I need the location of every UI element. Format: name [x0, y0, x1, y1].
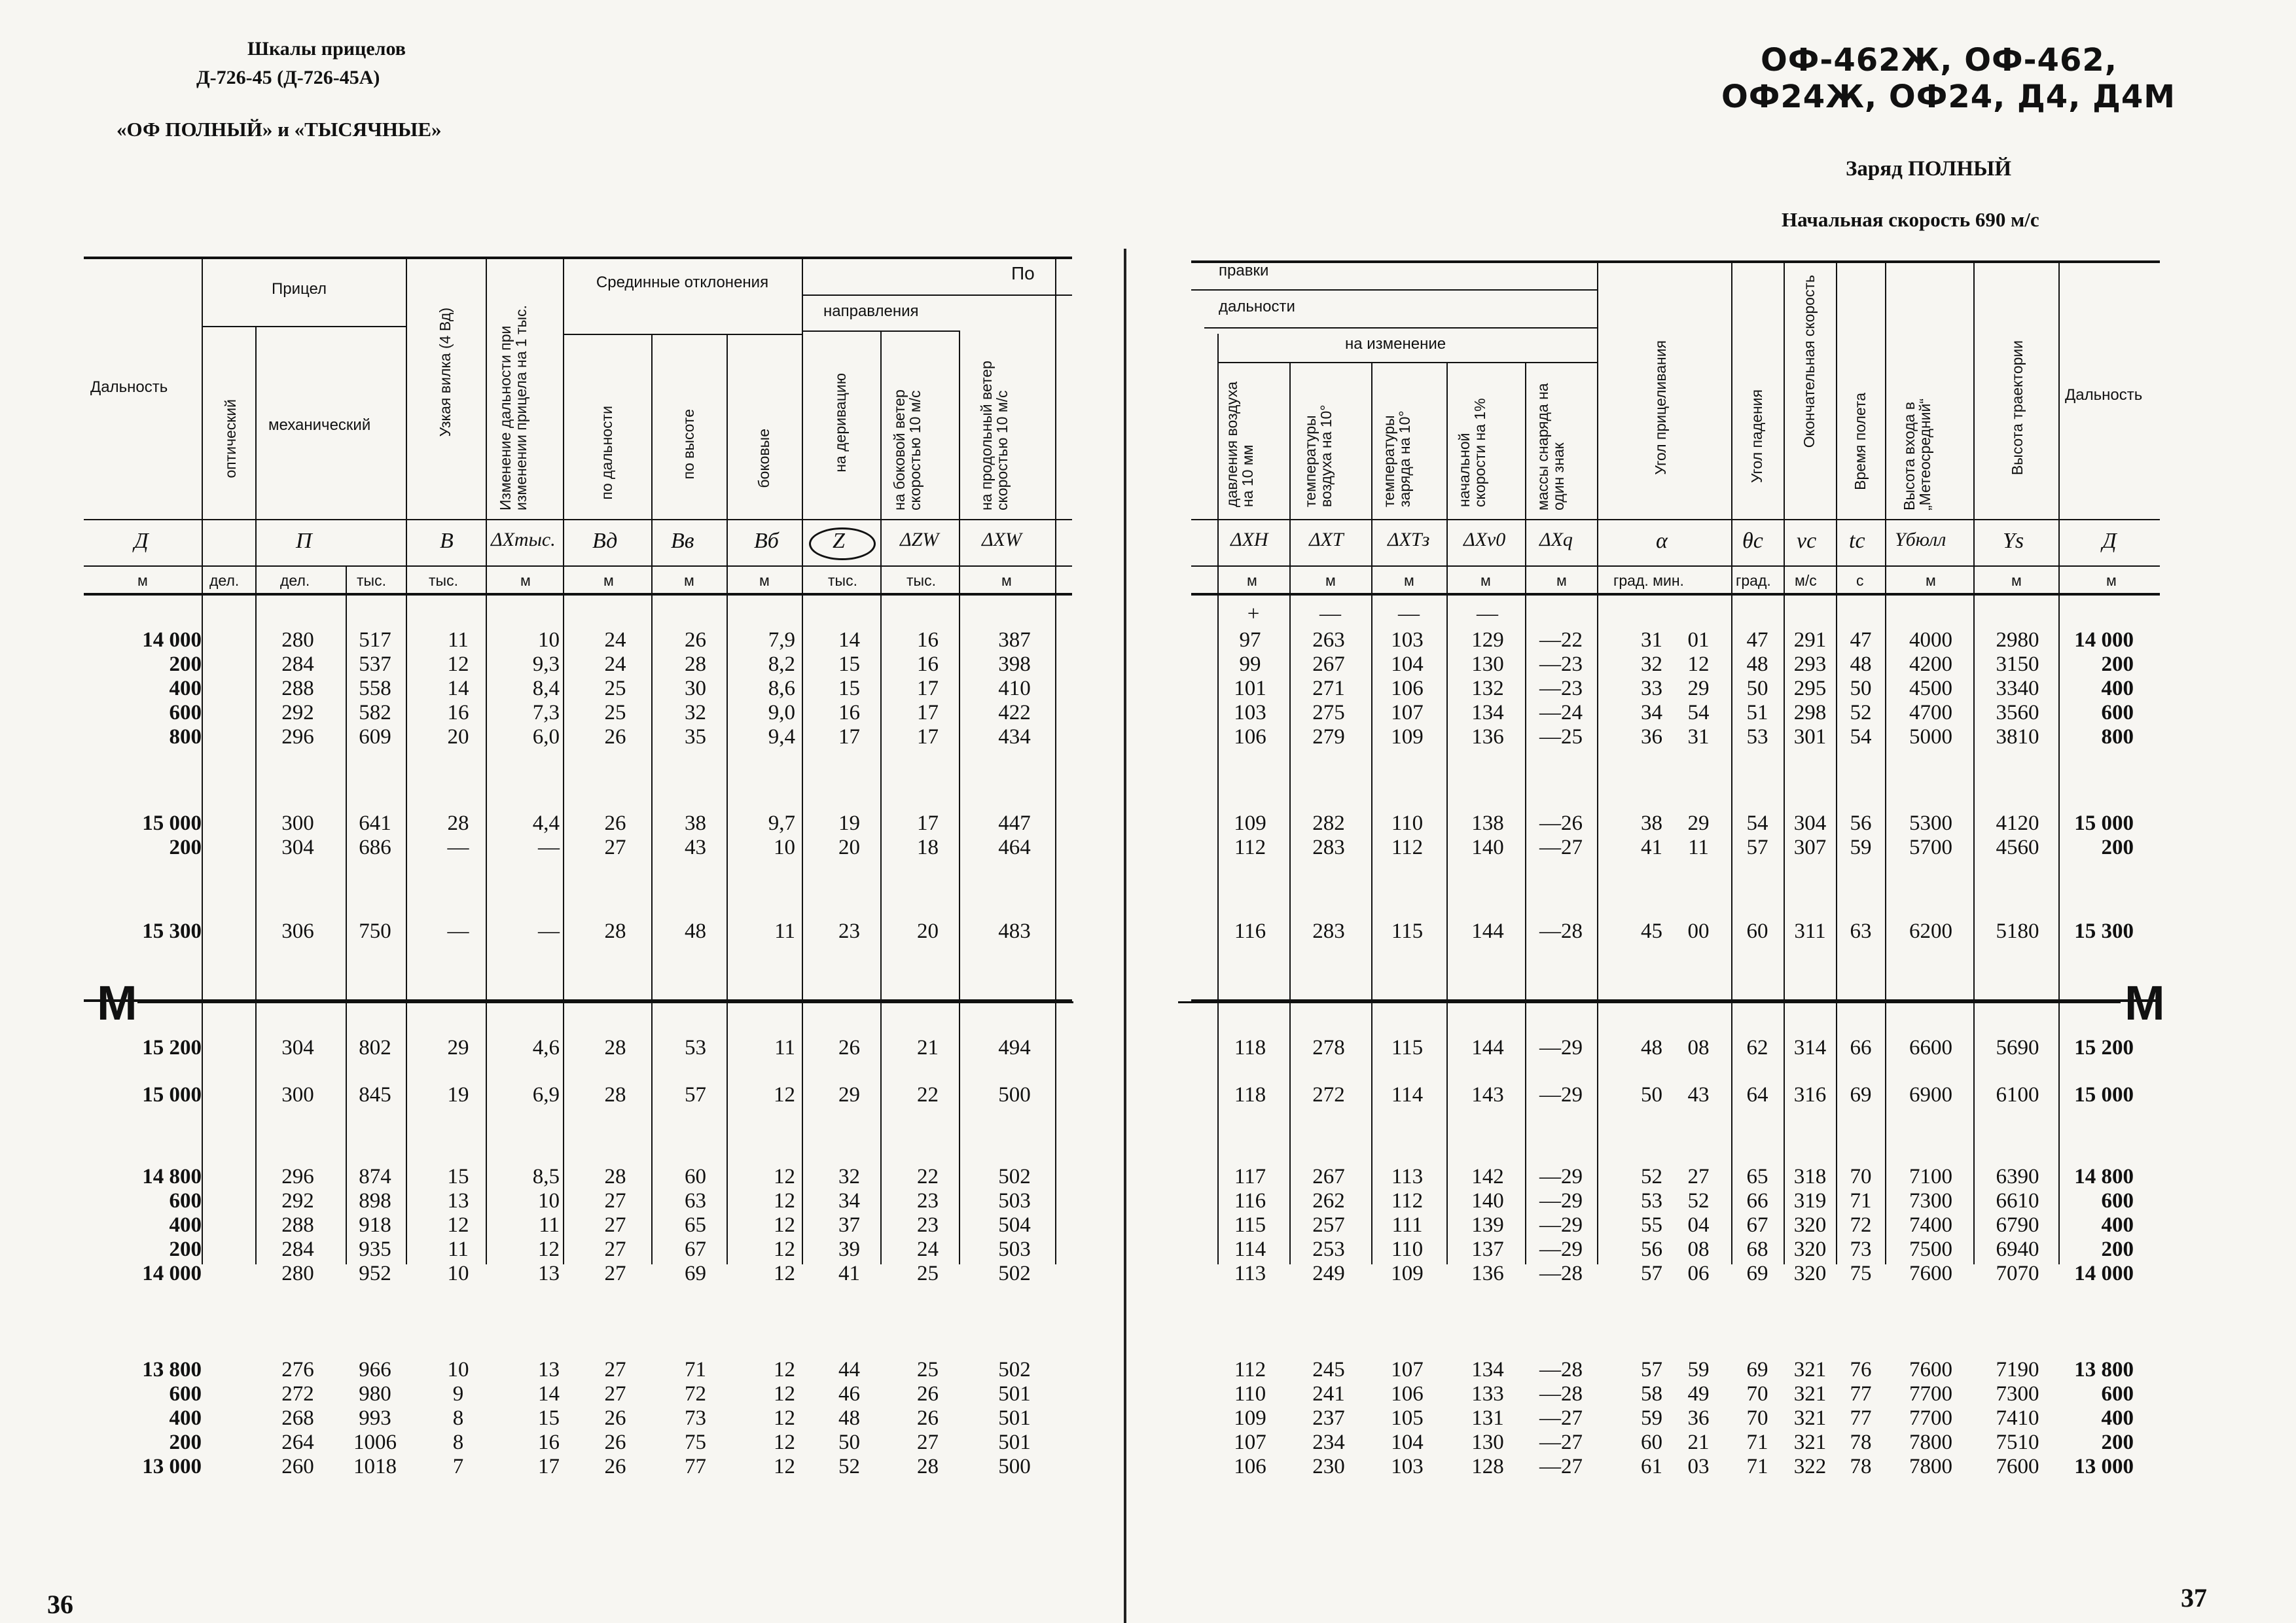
marker-line-left — [137, 1001, 1073, 1003]
rs-theta: θc — [1742, 529, 1763, 553]
right-g3-dxq: —28 — [1539, 919, 1583, 943]
rh-mass: массы снаряда на один знак — [1534, 383, 1567, 510]
right-g7-dxq: —28 —28 —27 —27 —27 — [1539, 1358, 1583, 1478]
lu-range: м — [137, 572, 148, 589]
ru-vc: м/с — [1795, 572, 1817, 589]
left-g5-bd: 28 — [604, 1083, 626, 1107]
left-g6-dzw: 22 23 23 24 25 — [917, 1165, 939, 1285]
sign-dxt: — — [1319, 602, 1341, 626]
rs-ybull: Yбюлл — [1895, 529, 1946, 550]
left-g2-dzw: 17 18 — [917, 812, 939, 859]
left-g3-fork: — — [447, 919, 469, 943]
right-g5-dxh: 118 — [1234, 1083, 1266, 1107]
charge-label: Заряд ПОЛНЫЙ — [1846, 157, 2012, 181]
rs-ys: Ys — [2003, 529, 2024, 553]
left-g6-mech-tys: 874 898 918 935 952 — [359, 1165, 391, 1285]
left-g2-mech-tys: 641 686 — [359, 812, 391, 859]
ls-dx: ΔXтыс. — [491, 529, 556, 550]
left-g1-bv: 26 28 30 32 35 — [685, 628, 706, 749]
ammo-title-line2: ОФ24Ж, ОФ24, Д4, Д4М — [1721, 79, 2176, 115]
lh-by-range: по дальности — [598, 406, 615, 500]
ru-dxv: м — [1480, 572, 1491, 589]
right-g1-ys: 2980 3150 3340 3560 3810 — [1996, 628, 2039, 749]
ru-tc: с — [1856, 572, 1864, 589]
left-g2-bd: 26 27 — [604, 812, 626, 859]
right-g1-range: 14 000 200 400 600 800 — [2074, 628, 2134, 749]
ammo-title-line1: ОФ-462Ж, ОФ-462, — [1761, 42, 2117, 79]
ru-range: м — [2106, 572, 2117, 589]
right-g5-ys: 6100 — [1996, 1083, 2039, 1107]
lu-bb: м — [759, 572, 770, 589]
right-g5-dxq: —29 — [1539, 1083, 1583, 1107]
left-g6-bv: 60 63 65 67 69 — [685, 1165, 706, 1285]
ls-bv: Вв — [671, 529, 694, 553]
lh-by-height: по высоте — [680, 409, 697, 480]
left-g4-range: 15 200 — [142, 1036, 202, 1060]
left-g7-dx: 13 14 15 16 17 — [538, 1358, 560, 1478]
lu-mech-del: дел. — [280, 572, 310, 589]
left-g3-dzw: 20 — [917, 919, 939, 943]
left-g4-bd: 28 — [604, 1036, 626, 1060]
left-g4-fork: 29 — [447, 1036, 469, 1060]
marker-m-left: М — [97, 976, 137, 1030]
right-g6-dxt: 267 262 257 253 249 — [1312, 1165, 1345, 1285]
left-g1-z: 14 15 15 16 17 — [838, 628, 860, 749]
ru-dxh: м — [1247, 572, 1257, 589]
left-g6-z: 32 34 37 39 41 — [838, 1165, 860, 1285]
ls-fork: В — [440, 529, 454, 553]
lu-dx: м — [520, 572, 531, 589]
rh-range: дальности — [1219, 298, 1295, 315]
right-g1-dxv: 129 130 132 134 136 — [1471, 628, 1504, 749]
left-g3-z: 23 — [838, 919, 860, 943]
ls-bb: Вб — [754, 529, 779, 553]
left-g1-bd: 24 24 25 25 26 — [604, 628, 626, 749]
lh-lateral: боковые — [755, 429, 772, 488]
rh-flight-time: Время полета — [1852, 393, 1869, 490]
rs-range: Д — [2102, 529, 2117, 553]
left-g5-z: 29 — [838, 1083, 860, 1107]
rh-fall-angle: Угол падения — [1748, 389, 1765, 484]
lh-optical: оптический — [222, 399, 239, 478]
ls-dxw: ΔXW — [982, 529, 1022, 550]
right-g3-a-deg: 45 — [1641, 919, 1662, 943]
right-g2-dxt: 282 283 — [1312, 812, 1345, 859]
right-g1-theta: 47 48 50 51 53 — [1746, 628, 1768, 749]
left-g5-bb: 12 — [774, 1083, 795, 1107]
right-g5-a-min: 43 — [1687, 1083, 1710, 1107]
right-g5-a-deg: 50 — [1641, 1083, 1662, 1107]
left-g6-fork: 15 13 12 11 10 — [447, 1165, 469, 1285]
right-g5-dxv: 143 — [1471, 1083, 1504, 1107]
ru-theta: град. — [1736, 572, 1771, 589]
right-g1-ybull: 4000 4200 4500 4700 5000 — [1909, 628, 1952, 749]
lu-dxw: м — [1001, 572, 1012, 589]
left-g4-dx: 4,6 — [532, 1036, 560, 1060]
right-g3-vc: 311 — [1794, 919, 1826, 943]
lh-range: Дальность — [90, 378, 168, 396]
lh-sight: Прицел — [272, 280, 327, 298]
rs-dxt: ΔXT — [1309, 529, 1344, 550]
left-g6-bd: 28 27 27 27 27 — [604, 1165, 626, 1285]
lh-narrow-fork: Узкая вилка (4 Вд) — [437, 308, 454, 437]
velocity-label: Начальная скорость 690 м/с — [1782, 208, 2039, 231]
lu-z: тыс. — [828, 572, 857, 589]
left-g4-dxw: 494 — [998, 1036, 1031, 1060]
rs-vc: vc — [1797, 529, 1817, 553]
right-g3-ys: 5180 — [1996, 919, 2039, 943]
right-g2-tc: 56 59 — [1850, 812, 1872, 859]
left-g1-mech-del: 280 284 288 292 296 — [281, 628, 314, 749]
left-g1-bb: 7,9 8,2 8,6 9,0 9,4 — [768, 628, 795, 749]
left-g1-dzw: 16 16 17 17 17 — [917, 628, 939, 749]
rh-air-temp: температуры воздуха на 10° — [1302, 404, 1335, 507]
lu-dzw: тыс. — [906, 572, 936, 589]
right-g3-tc: 63 — [1850, 919, 1872, 943]
rh-corrections: правки — [1219, 262, 1269, 279]
left-g4-z: 26 — [838, 1036, 860, 1060]
right-g6-a-deg: 52 53 55 56 57 — [1641, 1165, 1662, 1285]
left-g7-bv: 71 72 73 75 77 — [685, 1358, 706, 1478]
right-g2-dxv: 138 140 — [1471, 812, 1504, 859]
lu-fork: тыс. — [429, 572, 458, 589]
right-g7-ys: 7190 7300 7410 7510 7600 — [1996, 1358, 2039, 1478]
right-g7-dxt: 245 241 237 234 230 — [1312, 1358, 1345, 1478]
right-g4-a-min: 08 — [1687, 1036, 1710, 1060]
lh-crosswind: на боковой ветер скоростью 10 м/с — [891, 389, 924, 510]
lh-mean-deviations: Срединные отклонения — [596, 274, 769, 291]
left-g4-bb: 11 — [774, 1036, 795, 1060]
lu-bd: м — [603, 572, 614, 589]
left-g3-dx: — — [538, 919, 560, 943]
lu-bv: м — [684, 572, 694, 589]
page-number-left: 36 — [47, 1590, 73, 1619]
right-g5-vc: 316 — [1793, 1083, 1827, 1107]
right-g1-vc: 291 293 295 298 301 — [1793, 628, 1827, 749]
right-g3-dxh: 116 — [1234, 919, 1266, 943]
ru-ybull: м — [1926, 572, 1936, 589]
right-g5-range: 15 000 — [2074, 1083, 2134, 1107]
right-g4-tc: 66 — [1850, 1036, 1872, 1060]
rs-dxv: ΔXv0 — [1463, 529, 1506, 550]
left-g6-bb: 12 12 12 12 12 — [774, 1165, 795, 1285]
right-g1-tc: 47 48 50 52 54 — [1850, 628, 1872, 749]
left-g3-mech-tys: 750 — [359, 919, 391, 943]
rs-dxtz: ΔXTз — [1388, 529, 1430, 550]
right-g3-range: 15 300 — [2074, 919, 2134, 943]
left-g5-mech-tys: 845 — [359, 1083, 391, 1107]
left-g7-mech-tys: 966 980 993 1006 1018 — [353, 1358, 397, 1478]
left-g2-dx: 4,4 — — [532, 812, 560, 859]
ru-dxq: м — [1556, 572, 1567, 589]
left-g1-range: 14 000 200 400 600 800 — [142, 628, 202, 749]
right-g3-dxt: 283 — [1312, 919, 1345, 943]
left-g5-mech-del: 300 — [281, 1083, 314, 1107]
right-g4-vc: 314 — [1793, 1036, 1827, 1060]
left-g2-fork: 28 — — [447, 812, 469, 859]
left-g4-dzw: 21 — [917, 1036, 939, 1060]
rh-final-velocity: Окончательная скорость — [1801, 275, 1818, 448]
lu-mech-tys: тыс. — [357, 572, 386, 589]
ru-dxt: м — [1325, 572, 1336, 589]
left-g7-range: 13 800 600 400 200 13 000 — [142, 1358, 202, 1478]
right-g4-dxtz: 115 — [1391, 1036, 1424, 1060]
right-g6-range: 14 800 600 400 200 14 000 — [2074, 1165, 2134, 1285]
left-g1-dxw: 387 398 410 422 434 — [998, 628, 1031, 749]
right-g6-dxtz: 113 112 111 110 109 — [1391, 1165, 1424, 1285]
sign-dxtz: — — [1398, 602, 1420, 626]
left-g5-range: 15 000 — [142, 1083, 202, 1107]
right-g7-vc: 321 321 321 321 322 — [1793, 1358, 1827, 1478]
right-g7-dxh: 112 110 109 107 106 — [1234, 1358, 1266, 1478]
left-g4-bv: 53 — [685, 1036, 706, 1060]
right-g2-theta: 54 57 — [1746, 812, 1768, 859]
ls-dzw: ΔZW — [900, 529, 939, 550]
right-g3-theta: 60 — [1746, 919, 1768, 943]
right-g5-theta: 64 — [1746, 1083, 1768, 1107]
lu-opt: дел. — [209, 572, 240, 589]
left-g7-bd: 27 27 26 26 26 — [604, 1358, 626, 1478]
left-g5-fork: 19 — [447, 1083, 469, 1107]
lh-po: По — [1011, 263, 1035, 283]
marker-m-right: М — [2125, 976, 2165, 1030]
rh-charge-temp: температуры заряда на 10° — [1380, 410, 1413, 507]
rs-dxh: ΔXH — [1230, 529, 1268, 550]
page-number-right: 37 — [2181, 1583, 2207, 1613]
left-g6-range: 14 800 600 400 200 14 000 — [142, 1165, 202, 1285]
right-g2-dxq: —26 —27 — [1539, 812, 1583, 859]
right-g1-dxq: —22 —23 —23 —24 —25 — [1539, 628, 1583, 749]
right-g6-dxv: 142 140 139 137 136 — [1471, 1165, 1504, 1285]
ls-range: Д — [134, 529, 149, 553]
rh-pressure: давления воздуха на 10 мм — [1223, 382, 1256, 507]
right-g4-ys: 5690 — [1996, 1036, 2039, 1060]
right-g2-a-deg: 38 41 — [1641, 812, 1662, 859]
right-g2-a-min: 29 11 — [1687, 812, 1710, 859]
left-g3-mech-del: 306 — [281, 919, 314, 943]
lh-derivation: на деривацию — [832, 373, 849, 473]
rh-for-change: на изменение — [1345, 335, 1446, 353]
right-g7-a-min: 59 49 36 21 03 — [1687, 1358, 1710, 1478]
left-g7-dxw: 502 501 501 501 500 — [998, 1358, 1031, 1478]
left-g7-z: 44 46 48 50 52 — [838, 1358, 860, 1478]
lh-headwind: на продольный ветер скоростью 10 м/с — [978, 361, 1011, 510]
right-g3-ybull: 6200 — [1909, 919, 1952, 943]
left-g3-bv: 48 — [685, 919, 706, 943]
right-g1-a-deg: 31 32 33 34 36 — [1641, 628, 1662, 749]
right-g2-range: 15 000 200 — [2074, 812, 2134, 859]
ru-ys: м — [2011, 572, 2022, 589]
page-gutter — [1124, 249, 1126, 1623]
ru-alpha: град. мин. — [1613, 572, 1684, 589]
right-g5-dxt: 272 — [1312, 1083, 1345, 1107]
right-g2-ybull: 5300 5700 — [1909, 812, 1952, 859]
right-g6-a-min: 27 52 04 08 06 — [1687, 1165, 1710, 1285]
left-g2-z: 19 20 — [838, 812, 860, 859]
right-g7-dxv: 134 133 131 130 128 — [1471, 1358, 1504, 1478]
marker-line-right — [1178, 1001, 2121, 1003]
left-g7-fork: 10 9 8 8 7 — [447, 1358, 469, 1478]
left-g5-dx: 6,9 — [532, 1083, 560, 1107]
ls-z: Z — [833, 529, 845, 553]
left-g2-dxw: 447 464 — [998, 812, 1031, 859]
rh-elevation: Угол прицеливания — [1652, 340, 1669, 475]
right-g3-a-min: 00 — [1687, 919, 1710, 943]
left-g7-dzw: 25 26 26 27 28 — [917, 1358, 939, 1478]
right-g6-ybull: 7100 7300 7400 7500 7600 — [1909, 1165, 1952, 1285]
right-g2-vc: 304 307 — [1793, 812, 1827, 859]
right-g4-a-deg: 48 — [1641, 1036, 1662, 1060]
left-g2-range: 15 000 200 — [142, 812, 202, 859]
rs-dxq: ΔXq — [1539, 529, 1573, 550]
rs-alpha: α — [1656, 529, 1668, 553]
right-g7-dxtz: 107 106 105 104 103 — [1391, 1358, 1424, 1478]
right-g1-dxh: 97 99 101 103 106 — [1234, 628, 1266, 749]
right-g1-dxtz: 103 104 106 107 109 — [1391, 628, 1424, 749]
right-g7-tc: 76 77 77 78 78 — [1850, 1358, 1872, 1478]
right-g4-ybull: 6600 — [1909, 1036, 1952, 1060]
left-g5-dxw: 500 — [998, 1083, 1031, 1107]
right-g2-ys: 4120 4560 — [1996, 812, 2039, 859]
rh-trajectory-height: Высота траектории — [2009, 340, 2026, 476]
left-g7-bb: 12 12 12 12 12 — [774, 1358, 795, 1478]
left-g6-mech-del: 296 292 288 284 280 — [281, 1165, 314, 1285]
left-g3-range: 15 300 — [142, 919, 202, 943]
left-g6-dx: 8,5 10 11 12 13 — [532, 1165, 560, 1285]
right-g6-vc: 318 319 320 320 320 — [1793, 1165, 1827, 1285]
sign-dxv: — — [1477, 602, 1498, 626]
ls-bd: Вд — [592, 529, 618, 553]
right-g6-ys: 6390 6610 6790 6940 7070 — [1996, 1165, 2039, 1285]
left-g1-mech-tys: 517 537 558 582 609 — [359, 628, 391, 749]
right-g5-tc: 69 — [1850, 1083, 1872, 1107]
left-g4-mech-tys: 802 — [359, 1036, 391, 1060]
right-g2-dxh: 109 112 — [1234, 812, 1266, 859]
rh-range-col: Дальность — [2065, 386, 2143, 404]
left-g3-bb: 11 — [774, 919, 795, 943]
right-g4-range: 15 200 — [2074, 1036, 2134, 1060]
lh-range-change: Изменение дальности при изменении прицела на 1 тыс. — [497, 305, 529, 510]
left-g7-mech-del: 276 272 268 264 260 — [281, 1358, 314, 1478]
left-g2-bb: 9,7 10 — [768, 812, 795, 859]
right-g6-tc: 70 71 72 73 75 — [1850, 1165, 1872, 1285]
right-g7-range: 13 800 600 400 200 13 000 — [2074, 1358, 2134, 1478]
right-g4-dxq: —29 — [1539, 1036, 1583, 1060]
header-scale-types: «ОФ ПОЛНЫЙ» и «ТЫСЯЧНЫЕ» — [117, 118, 442, 141]
right-g6-theta: 65 66 67 68 69 — [1746, 1165, 1768, 1285]
left-g3-bd: 28 — [604, 919, 626, 943]
sign-dxh: + — [1247, 602, 1260, 626]
ru-dxtz: м — [1404, 572, 1414, 589]
header-scales: Шкалы прицелов — [247, 38, 406, 60]
left-g3-dxw: 483 — [998, 919, 1031, 943]
left-g1-fork: 11 12 14 16 20 — [447, 628, 469, 749]
rh-init-velocity: начальной скорости на 1% — [1456, 398, 1488, 507]
right-g3-dxtz: 115 — [1391, 919, 1424, 943]
right-g4-theta: 62 — [1746, 1036, 1768, 1060]
right-g7-theta: 69 70 70 71 71 — [1746, 1358, 1768, 1478]
ls-sight: П — [296, 529, 312, 553]
right-g2-dxtz: 110 112 — [1391, 812, 1424, 859]
lh-mechanical: механический — [268, 416, 371, 434]
rs-tc: tc — [1849, 529, 1865, 553]
left-g6-dxw: 502 503 504 503 502 — [998, 1165, 1031, 1285]
lh-direction: направления — [823, 302, 919, 320]
right-g7-a-deg: 57 58 59 60 61 — [1641, 1358, 1662, 1478]
right-g1-dxt: 263 267 271 275 279 — [1312, 628, 1345, 749]
left-g2-mech-del: 300 304 — [281, 812, 314, 859]
left-g2-bv: 38 43 — [685, 812, 706, 859]
left-g5-bv: 57 — [685, 1083, 706, 1107]
right-g4-dxh: 118 — [1234, 1036, 1266, 1060]
right-g5-dxtz: 114 — [1391, 1083, 1424, 1107]
right-g7-ybull: 7600 7700 7700 7800 7800 — [1909, 1358, 1952, 1478]
header-sight-model: Д-726-45 (Д-726-45А) — [196, 67, 380, 88]
right-g6-dxh: 117 116 115 114 113 — [1234, 1165, 1266, 1285]
right-g5-ybull: 6900 — [1909, 1083, 1952, 1107]
right-g1-a-min: 01 12 29 54 31 — [1687, 628, 1710, 749]
right-g3-dxv: 144 — [1471, 919, 1504, 943]
right-g6-dxq: —29 —29 —29 —29 —28 — [1539, 1165, 1583, 1285]
left-g1-dx: 10 9,3 8,4 7,3 6,0 — [532, 628, 560, 749]
rh-meteo-height: Высота входа в „Метеосредний“ — [1901, 398, 1933, 510]
left-g4-mech-del: 304 — [281, 1036, 314, 1060]
left-g5-dzw: 22 — [917, 1083, 939, 1107]
right-g4-dxv: 144 — [1471, 1036, 1504, 1060]
right-g4-dxt: 278 — [1312, 1036, 1345, 1060]
